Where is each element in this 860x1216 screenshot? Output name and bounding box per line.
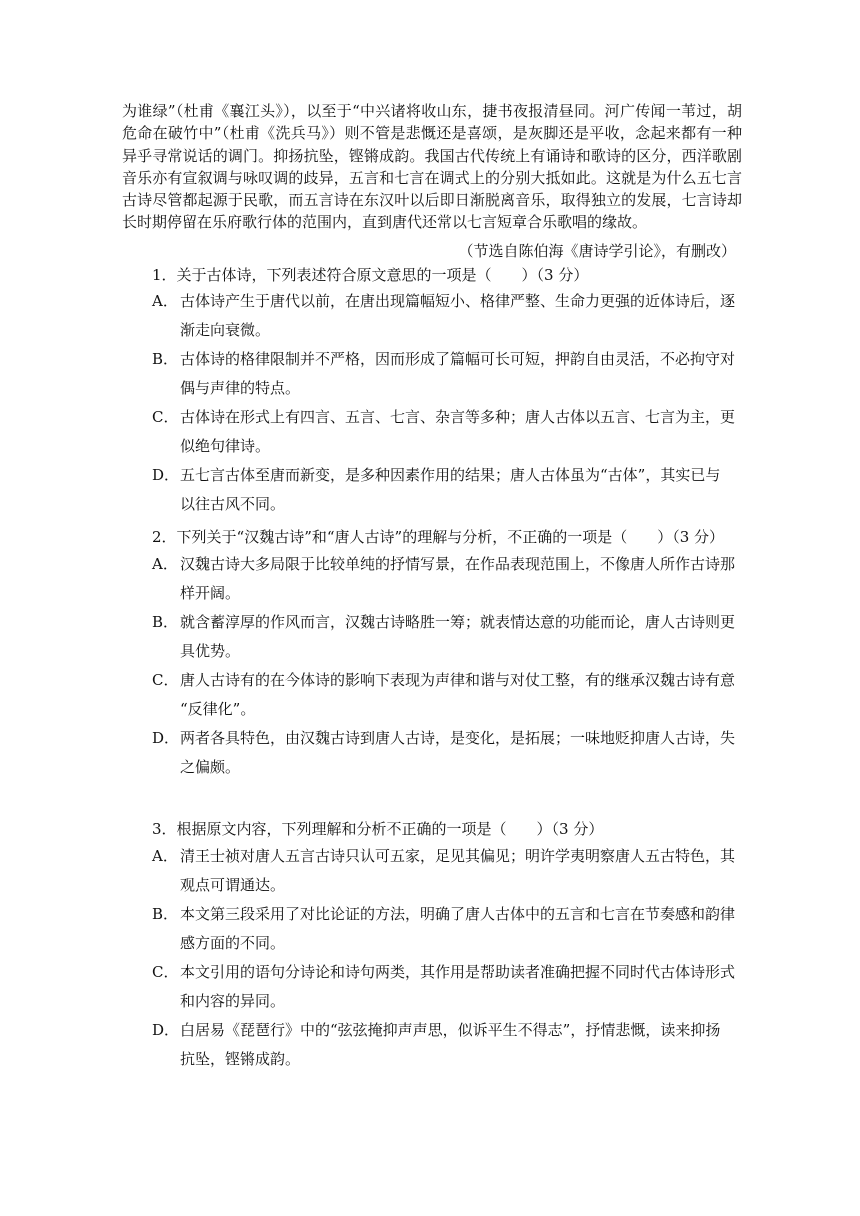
- option-letter: B．: [152, 613, 179, 631]
- source-citation: （节选自陈伯海《唐诗学引论》，有删改）: [458, 242, 736, 260]
- option-letter: A．: [152, 847, 178, 865]
- option-line1: 古体诗产生于唐代以前，在唐出现篇幅短小、格律严整、生命力更强的近体诗后，逐: [180, 292, 736, 310]
- question-3-option-d: [152, 1016, 738, 1074]
- option-line2: 和内容的异同。: [180, 992, 286, 1010]
- passage-text: 为谁绿”（杜甫《襄江头》），以至于“中兴诸将收山东，捷书夜报清昼同。河广传闻一苇过，胡危命在破竹中”（杜甫《洗兵马》）则不管是悲慨还是喜颂，是灰脚还是平收，念起来都有一种异乎寻常说话的调门。抑扬抗坠，铿锵成韵。我国古代传统上有诵诗和歌诗的区分，西洋歌剧音乐亦有宣叙调与咏叹调的歧异，五言和七言在调式上的分别大抵如此。这就是为什么五七言古诗尽管都起源于民歌，而五言诗在东汉叶以后即日渐脱离音乐，取得独立的发展，七言诗却长时期停留在乐府歌行体的范围内，直到唐代还常以七言短章合乐歌唱的缘故。: [122, 102, 742, 232]
- option-letter: C．: [152, 671, 179, 689]
- question-2-option-a: [152, 550, 738, 608]
- option-letter: D．: [152, 729, 180, 747]
- option-line2: 似绝句律诗。: [180, 437, 271, 455]
- option-line2: 以往古风不同。: [180, 495, 286, 513]
- question-1-option-c: [152, 403, 738, 461]
- option-line1: 本文第三段采用了对比论证的方法，明确了唐人古体中的五言和七言在节奏感和韵律: [180, 905, 736, 923]
- option-letter: B．: [152, 350, 179, 368]
- question-1-option-d: [152, 461, 738, 519]
- question-3-option-a: [152, 842, 738, 900]
- option-letter: C．: [152, 963, 179, 981]
- option-line1: 古体诗的格律限制并不严格，因而形成了篇幅可长可短，押韵自由灵活，不必拘守对: [180, 350, 736, 368]
- option-line1: 清王士祯对唐人五言古诗只认可五家，足见其偏见；明许学夷明察唐人五古特色，其: [180, 847, 736, 865]
- option-line1: 唐人古诗有的在今体诗的影响下表现为声律和谐与对仗工整，有的继承汉魏古诗有意: [180, 671, 736, 689]
- option-line2: 渐走向衰微。: [180, 321, 271, 339]
- question-3-option-c: [152, 958, 738, 1016]
- question-1-option-a: [152, 287, 738, 345]
- question-2-option-c: [152, 666, 738, 724]
- option-line2: 抗坠，铿锵成韵。: [180, 1050, 301, 1068]
- option-letter: A．: [152, 555, 178, 573]
- option-letter: A．: [152, 292, 178, 310]
- option-line2: 样开阔。: [180, 584, 241, 602]
- option-letter: C．: [152, 408, 179, 426]
- option-line1: 本文引用的语句分诗论和诗句两类，其作用是帮助读者准确把握不同时代古体诗形式: [180, 963, 736, 981]
- option-line1: 白居易《琵琶行》中的“弦弦掩抑声声思，似诉平生不得志”，抒情悲慨，读来抑扬: [180, 1021, 721, 1039]
- option-line2: “反律化”。: [180, 700, 256, 718]
- option-line1: 两者各具特色，由汉魏古诗到唐人古诗，是变化，是拓展；一味地贬抑唐人古诗，失: [180, 729, 736, 747]
- option-line2: 观点可谓通达。: [180, 876, 286, 894]
- question-3-stem: 3．根据原文内容，下列理解和分析不正确的一项是（ ）（3 分）: [152, 820, 604, 838]
- question-1-option-b: [152, 345, 738, 403]
- question-3-option-b: [152, 900, 738, 958]
- question-1-stem: 1．关于古体诗，下列表述符合原文意思的一项是（ ）（3 分）: [152, 266, 589, 284]
- question-2-option-d: [152, 724, 738, 782]
- option-line2: 之偏颇。: [180, 758, 241, 776]
- option-letter: D．: [152, 466, 180, 484]
- option-line1: 五七言古体至唐而新变，是多种因素作用的结果；唐人古体虽为“古体”，其实已与: [180, 466, 721, 484]
- option-letter: B．: [152, 905, 179, 923]
- option-line1: 古体诗在形式上有四言、五言、七言、杂言等多种；唐人古体以五言、七言为主，更: [180, 408, 736, 426]
- question-2-option-b: [152, 608, 738, 666]
- question-2-stem: 2．下列关于“汉魏古诗”和“唐人古诗”的理解与分析，不正确的一项是（ ）（3 分）: [152, 528, 725, 546]
- option-line2: 偶与声律的特点。: [180, 379, 301, 397]
- option-line2: 具优势。: [180, 642, 241, 660]
- option-line1: 就含蓄淳厚的作风而言，汉魏古诗略胜一筹；就表情达意的功能而论，唐人古诗则更: [180, 613, 736, 631]
- option-letter: D．: [152, 1021, 180, 1039]
- option-line1: 汉魏古诗大多局限于比较单纯的抒情写景，在作品表现范围上，不像唐人所作古诗那: [180, 555, 736, 573]
- option-line2: 感方面的不同。: [180, 934, 286, 952]
